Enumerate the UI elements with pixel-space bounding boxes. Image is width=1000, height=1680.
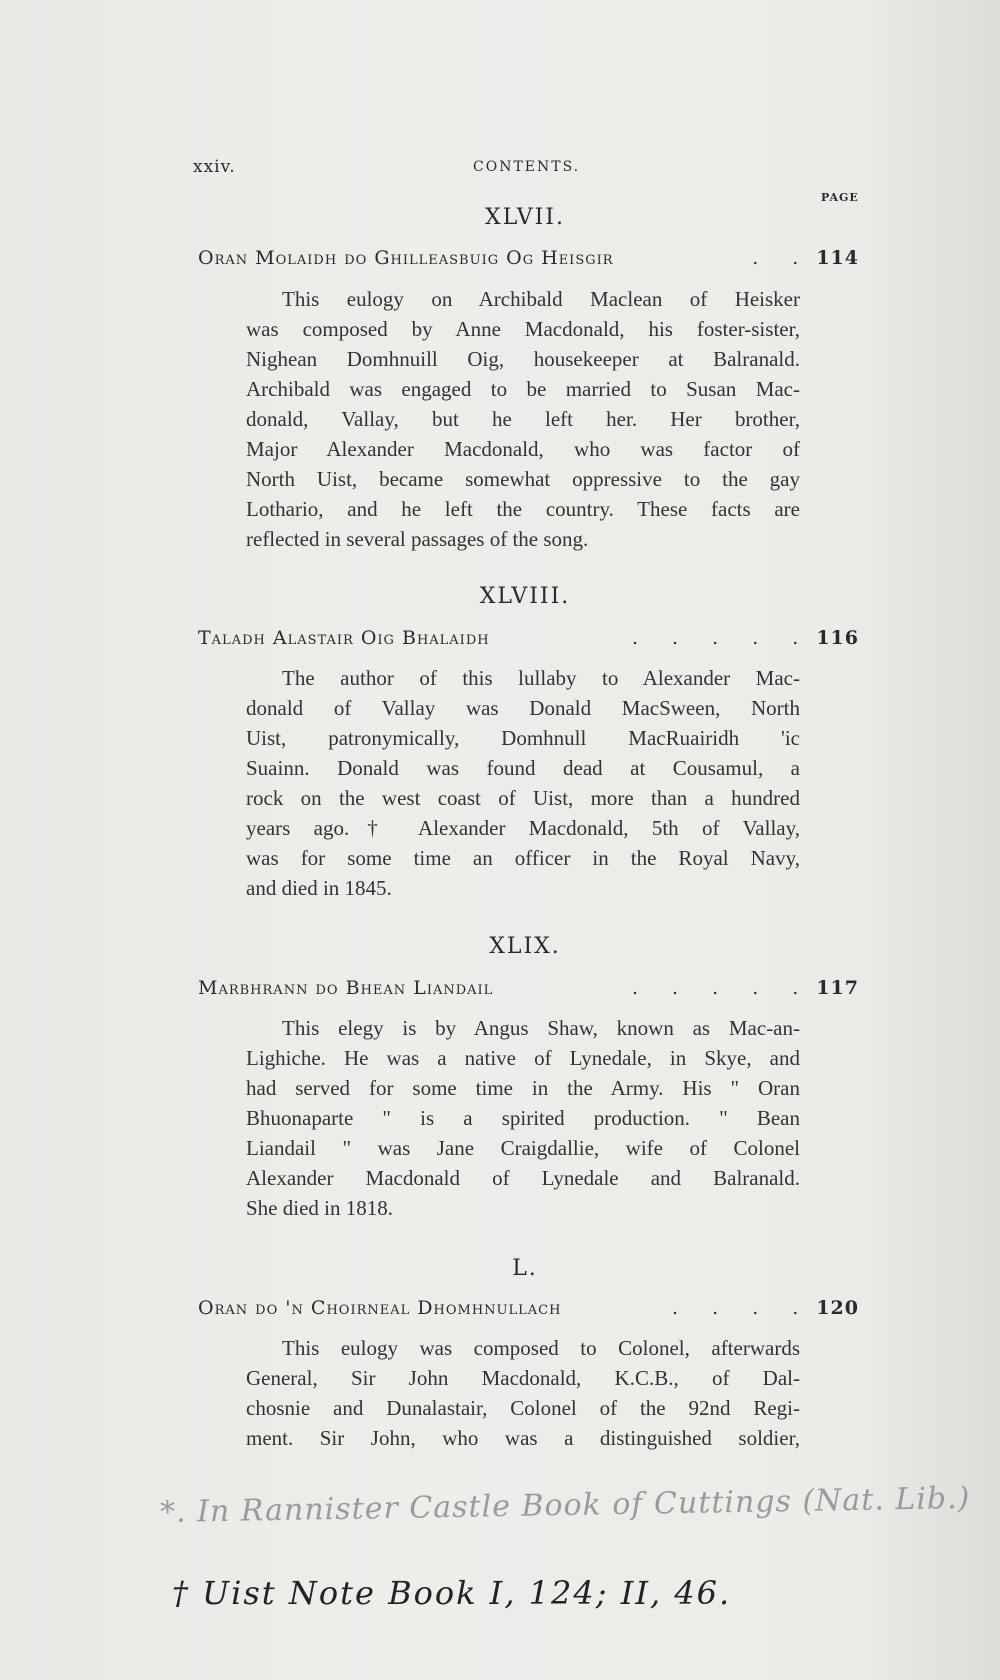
- text-line: rock on the west coast of Uist, more than a hundred: [246, 786, 800, 810]
- handwritten-note: † Uist Note Book I, 124; II, 46.: [172, 1574, 732, 1612]
- text-line: This eulogy on Archibald Maclean of Heisker: [282, 287, 800, 311]
- text-line: She died in 1818.: [246, 1196, 393, 1220]
- entry-description: [246, 284, 800, 554]
- entry-page-number: 117: [816, 977, 859, 999]
- text-line: years ago.† Alexander Macdonald, 5th of Vallay,: [246, 816, 800, 840]
- text-line: Uist, patronymically, Domhnull MacRuairidh 'ic: [246, 726, 800, 750]
- entry-page-number: 116: [816, 627, 859, 649]
- text-line: Lothario, and he left the country. These facts are: [246, 497, 800, 521]
- leader-dots: . .: [752, 247, 813, 269]
- text-line: The author of this lullaby to Alexander Mac-: [282, 666, 800, 690]
- text-line: This elegy is by Angus Shaw, known as Mac-an-: [282, 1016, 800, 1040]
- section-numeral: XLVIII.: [479, 584, 571, 609]
- contents-entry: [198, 1297, 859, 1319]
- text-line: was for some time an officer in the Royal Navy,: [246, 846, 800, 870]
- contents-entry: [198, 247, 859, 269]
- text-line: Lighiche. He was a native of Lynedale, in Skye, and: [246, 1046, 800, 1070]
- page-column-label: PAGE: [821, 191, 859, 204]
- handwritten-note: *. In Rannister Castle Book of Cuttings (Nat. Lib.): [159, 1480, 971, 1531]
- entry-page-number: 120: [816, 1297, 859, 1319]
- entry-page-number: 114: [816, 247, 859, 269]
- text-line: Liandail " was Jane Craigdallie, wife of Colonel: [246, 1136, 800, 1160]
- text-line: Bhuonaparte " is a spirited production. " Bean: [246, 1106, 800, 1130]
- section-numeral: XLVII.: [485, 205, 565, 230]
- text-line: Archibald was engaged to be married to Susan Mac-: [246, 377, 800, 401]
- contents-entry: [198, 977, 859, 999]
- text-line: North Uist, became somewhat oppressive to the gay: [246, 467, 800, 491]
- text-line: was composed by Anne Macdonald, his foster-sister,: [246, 317, 800, 341]
- page-number: xxiv.: [193, 157, 236, 177]
- entry-description: [246, 663, 800, 903]
- text-line: Suainn. Donald was found dead at Cousamul, a: [246, 756, 800, 780]
- text-line: donald of Vallay was Donald MacSween, North: [246, 696, 800, 720]
- entry-description: [246, 1013, 800, 1223]
- entry-title: Oran do 'n Choirneal Dhomhnullach: [198, 1297, 562, 1319]
- section-numeral: L.: [512, 1256, 538, 1281]
- text-line: donald, Vallay, but he left her. Her brother,: [246, 407, 800, 431]
- entry-title: Oran Molaidh do Ghilleasbuig Og Heisgir: [198, 247, 614, 269]
- entry-description: [246, 1333, 800, 1453]
- text-line: had served for some time in the Army. His " Oran: [246, 1076, 800, 1100]
- entry-title: Taladh Alastair Oig Bhalaidh: [198, 627, 490, 649]
- text-line: chosnie and Dunalastair, Colonel of the 92nd Regi-: [246, 1396, 800, 1420]
- leader-dots: . . . . .: [631, 977, 813, 999]
- entry-title: Marbhrann do Bhean Liandail: [198, 977, 494, 999]
- contents-entry: [198, 627, 859, 649]
- text-line: This eulogy was composed to Colonel, afterwards: [282, 1336, 800, 1360]
- section-numeral: XLIX.: [489, 934, 561, 959]
- running-title: CONTENTS.: [473, 159, 581, 175]
- text-line: and died in 1845.: [246, 876, 392, 900]
- text-line: reflected in several passages of the song.: [246, 527, 589, 551]
- leader-dots: . . . .: [672, 1297, 813, 1319]
- text-line: ment. Sir John, who was a distinguished soldier,: [246, 1426, 800, 1450]
- text-line: Major Alexander Macdonald, who was factor of: [246, 437, 800, 461]
- text-line: General, Sir John Macdonald, K.C.B., of Dal-: [246, 1366, 800, 1390]
- leader-dots: . . . . .: [631, 627, 813, 649]
- text-line: Alexander Macdonald of Lynedale and Balranald.: [246, 1166, 800, 1190]
- text-line: Nighean Domhnuill Oig, housekeeper at Balranald.: [246, 347, 800, 371]
